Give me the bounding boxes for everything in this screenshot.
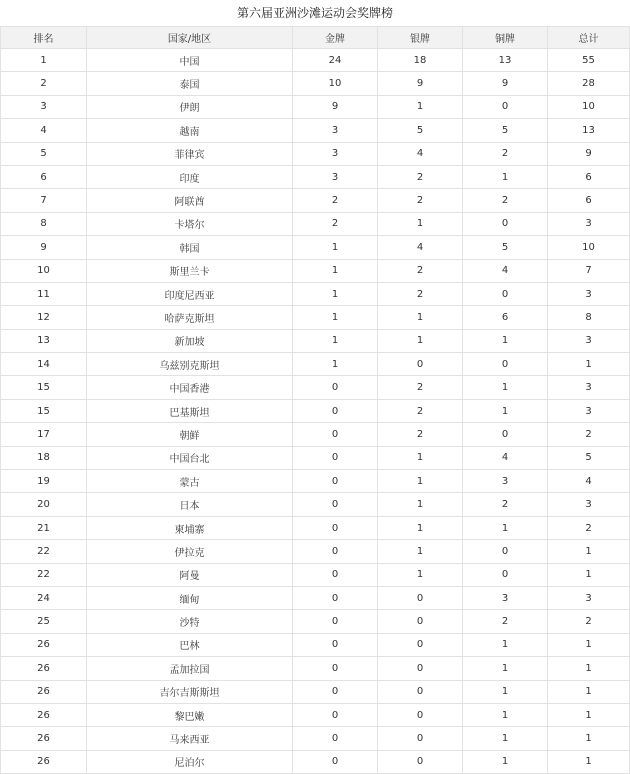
- country-cell: 黎巴嫩: [87, 703, 293, 726]
- rank-cell: 15: [1, 399, 87, 422]
- country-cell: 伊拉克: [87, 540, 293, 563]
- country-cell: 印度尼西亚: [87, 282, 293, 305]
- rank-cell: 5: [1, 142, 87, 165]
- gold-cell: 0: [293, 563, 378, 586]
- bronze-cell: 5: [463, 119, 548, 142]
- rank-cell: 22: [1, 563, 87, 586]
- table-row: [1, 470, 630, 493]
- bronze-cell: 3: [463, 470, 548, 493]
- country-cell: 巴林: [87, 633, 293, 656]
- gold-cell: 1: [293, 236, 378, 259]
- total-cell: 3: [548, 282, 630, 305]
- total-cell: 1: [548, 563, 630, 586]
- gold-cell: 2: [293, 189, 378, 212]
- total-cell: 9: [548, 142, 630, 165]
- table-body: [1, 49, 630, 774]
- bronze-cell: 2: [463, 610, 548, 633]
- bronze-cell: 1: [463, 750, 548, 773]
- table-row: [1, 259, 630, 282]
- country-cell: 哈萨克斯坦: [87, 306, 293, 329]
- rank-cell: 24: [1, 586, 87, 609]
- silver-cell: 1: [378, 516, 463, 539]
- bronze-cell: 4: [463, 446, 548, 469]
- rank-cell: 26: [1, 750, 87, 773]
- bronze-cell: 0: [463, 212, 548, 235]
- bronze-cell: 9: [463, 72, 548, 95]
- country-cell: 沙特: [87, 610, 293, 633]
- gold-cell: 0: [293, 586, 378, 609]
- bronze-cell: 13: [463, 49, 548, 72]
- gold-cell: 3: [293, 165, 378, 188]
- bronze-cell: 0: [463, 540, 548, 563]
- total-cell: 1: [548, 633, 630, 656]
- total-cell: 10: [548, 95, 630, 118]
- total-cell: 1: [548, 680, 630, 703]
- country-cell: 朝鲜: [87, 423, 293, 446]
- bronze-cell: 2: [463, 189, 548, 212]
- silver-cell: 1: [378, 446, 463, 469]
- rank-cell: 20: [1, 493, 87, 516]
- country-cell: 阿曼: [87, 563, 293, 586]
- country-cell: 柬埔寨: [87, 516, 293, 539]
- rank-cell: 1: [1, 49, 87, 72]
- total-cell: 1: [548, 750, 630, 773]
- silver-cell: 4: [378, 236, 463, 259]
- silver-cell: 1: [378, 540, 463, 563]
- total-cell: 1: [548, 703, 630, 726]
- gold-cell: 0: [293, 727, 378, 750]
- country-cell: 中国台北: [87, 446, 293, 469]
- total-cell: 2: [548, 423, 630, 446]
- table-row: [1, 727, 630, 750]
- silver-cell: 2: [378, 259, 463, 282]
- gold-cell: 0: [293, 516, 378, 539]
- silver-cell: 2: [378, 399, 463, 422]
- silver-cell: 4: [378, 142, 463, 165]
- rank-cell: 26: [1, 680, 87, 703]
- bronze-cell: 3: [463, 586, 548, 609]
- silver-cell: 1: [378, 306, 463, 329]
- gold-cell: 0: [293, 657, 378, 680]
- gold-cell: 3: [293, 119, 378, 142]
- table-header: [1, 27, 630, 49]
- gold-cell: 0: [293, 399, 378, 422]
- country-cell: 缅甸: [87, 586, 293, 609]
- bronze-cell: 2: [463, 493, 548, 516]
- table-row: [1, 516, 630, 539]
- table-row: [1, 282, 630, 305]
- bronze-cell: 1: [463, 516, 548, 539]
- bronze-cell: 0: [463, 282, 548, 305]
- country-cell: 中国: [87, 49, 293, 72]
- rank-cell: 18: [1, 446, 87, 469]
- bronze-cell: 1: [463, 680, 548, 703]
- table-row: [1, 657, 630, 680]
- country-cell: 日本: [87, 493, 293, 516]
- silver-cell: 18: [378, 49, 463, 72]
- silver-cell: 0: [378, 633, 463, 656]
- country-cell: 卡塔尔: [87, 212, 293, 235]
- rank-cell: 8: [1, 212, 87, 235]
- bronze-cell: 0: [463, 563, 548, 586]
- silver-cell: 2: [378, 423, 463, 446]
- bronze-cell: 1: [463, 633, 548, 656]
- bronze-cell: 1: [463, 727, 548, 750]
- column-header-rank: 排名: [1, 27, 87, 49]
- gold-cell: 0: [293, 750, 378, 773]
- gold-cell: 9: [293, 95, 378, 118]
- total-cell: 3: [548, 586, 630, 609]
- silver-cell: 0: [378, 680, 463, 703]
- rank-cell: 15: [1, 376, 87, 399]
- rank-cell: 10: [1, 259, 87, 282]
- bronze-cell: 1: [463, 657, 548, 680]
- gold-cell: 0: [293, 680, 378, 703]
- rank-cell: 13: [1, 329, 87, 352]
- country-cell: 斯里兰卡: [87, 259, 293, 282]
- gold-cell: 1: [293, 329, 378, 352]
- total-cell: 7: [548, 259, 630, 282]
- table-row: [1, 306, 630, 329]
- rank-cell: 26: [1, 657, 87, 680]
- table-row: [1, 586, 630, 609]
- bronze-cell: 0: [463, 423, 548, 446]
- table-row: [1, 49, 630, 72]
- rank-cell: 25: [1, 610, 87, 633]
- silver-cell: 1: [378, 563, 463, 586]
- total-cell: 1: [548, 353, 630, 376]
- table-row: [1, 189, 630, 212]
- bronze-cell: 6: [463, 306, 548, 329]
- page-title: 第六届亚洲沙滩运动会奖牌榜: [236, 6, 393, 20]
- silver-cell: 0: [378, 727, 463, 750]
- silver-cell: 0: [378, 703, 463, 726]
- country-cell: 乌兹别克斯坦: [87, 353, 293, 376]
- silver-cell: 0: [378, 353, 463, 376]
- table-row: [1, 142, 630, 165]
- rank-cell: 2: [1, 72, 87, 95]
- silver-cell: 2: [378, 282, 463, 305]
- gold-cell: 0: [293, 376, 378, 399]
- country-cell: 泰国: [87, 72, 293, 95]
- gold-cell: 0: [293, 446, 378, 469]
- silver-cell: 9: [378, 72, 463, 95]
- rank-cell: 26: [1, 633, 87, 656]
- bronze-cell: 1: [463, 376, 548, 399]
- country-cell: 蒙古: [87, 470, 293, 493]
- column-header-gold: 金牌: [293, 27, 378, 49]
- country-cell: 吉尔吉斯斯坦: [87, 680, 293, 703]
- total-cell: 3: [548, 399, 630, 422]
- column-header-bronze: 铜牌: [463, 27, 548, 49]
- country-cell: 中国香港: [87, 376, 293, 399]
- bronze-cell: 1: [463, 703, 548, 726]
- country-cell: 巴基斯坦: [87, 399, 293, 422]
- table-row: [1, 750, 630, 773]
- table-row: [1, 680, 630, 703]
- total-cell: 3: [548, 493, 630, 516]
- bronze-cell: 1: [463, 165, 548, 188]
- table-row: [1, 165, 630, 188]
- total-cell: 1: [548, 657, 630, 680]
- country-cell: 越南: [87, 119, 293, 142]
- bronze-cell: 1: [463, 329, 548, 352]
- table-row: [1, 493, 630, 516]
- gold-cell: 3: [293, 142, 378, 165]
- rank-cell: 26: [1, 727, 87, 750]
- total-cell: 2: [548, 610, 630, 633]
- bronze-cell: 0: [463, 353, 548, 376]
- gold-cell: 1: [293, 259, 378, 282]
- total-cell: 6: [548, 165, 630, 188]
- rank-cell: 4: [1, 119, 87, 142]
- bronze-cell: 1: [463, 399, 548, 422]
- bronze-cell: 2: [463, 142, 548, 165]
- rank-cell: 9: [1, 236, 87, 259]
- table-row: [1, 119, 630, 142]
- gold-cell: 10: [293, 72, 378, 95]
- rank-cell: 7: [1, 189, 87, 212]
- table-row: [1, 95, 630, 118]
- silver-cell: 2: [378, 376, 463, 399]
- gold-cell: 1: [293, 306, 378, 329]
- bronze-cell: 4: [463, 259, 548, 282]
- rank-cell: 19: [1, 470, 87, 493]
- table-row: [1, 72, 630, 95]
- silver-cell: 0: [378, 657, 463, 680]
- gold-cell: 0: [293, 610, 378, 633]
- total-cell: 1: [548, 727, 630, 750]
- country-cell: 阿联酋: [87, 189, 293, 212]
- table-row: [1, 563, 630, 586]
- table-row: [1, 399, 630, 422]
- table-row: [1, 610, 630, 633]
- table-row: [1, 540, 630, 563]
- rank-cell: 3: [1, 95, 87, 118]
- country-cell: 马来西亚: [87, 727, 293, 750]
- rank-cell: 14: [1, 353, 87, 376]
- rank-cell: 12: [1, 306, 87, 329]
- table-row: [1, 446, 630, 469]
- country-cell: 孟加拉国: [87, 657, 293, 680]
- total-cell: 2: [548, 516, 630, 539]
- total-cell: 55: [548, 49, 630, 72]
- table-row: [1, 703, 630, 726]
- total-cell: 4: [548, 470, 630, 493]
- medal-table: [0, 26, 630, 774]
- table-row: [1, 329, 630, 352]
- country-cell: 伊朗: [87, 95, 293, 118]
- column-header-total: 总计: [548, 27, 630, 49]
- silver-cell: 1: [378, 95, 463, 118]
- country-cell: 菲律宾: [87, 142, 293, 165]
- column-header-country: 国家/地区: [87, 27, 293, 49]
- gold-cell: 0: [293, 470, 378, 493]
- silver-cell: 1: [378, 329, 463, 352]
- gold-cell: 2: [293, 212, 378, 235]
- total-cell: 10: [548, 236, 630, 259]
- silver-cell: 0: [378, 586, 463, 609]
- silver-cell: 1: [378, 212, 463, 235]
- total-cell: 1: [548, 540, 630, 563]
- silver-cell: 5: [378, 119, 463, 142]
- gold-cell: 1: [293, 282, 378, 305]
- table-row: [1, 236, 630, 259]
- gold-cell: 0: [293, 423, 378, 446]
- total-cell: 5: [548, 446, 630, 469]
- total-cell: 28: [548, 72, 630, 95]
- bronze-cell: 0: [463, 95, 548, 118]
- rank-cell: 11: [1, 282, 87, 305]
- gold-cell: 24: [293, 49, 378, 72]
- gold-cell: 0: [293, 703, 378, 726]
- total-cell: 3: [548, 212, 630, 235]
- rank-cell: 17: [1, 423, 87, 446]
- gold-cell: 0: [293, 540, 378, 563]
- table-row: [1, 633, 630, 656]
- rank-cell: 22: [1, 540, 87, 563]
- column-header-silver: 银牌: [378, 27, 463, 49]
- silver-cell: 0: [378, 610, 463, 633]
- rank-cell: 6: [1, 165, 87, 188]
- silver-cell: 2: [378, 189, 463, 212]
- table-row: [1, 376, 630, 399]
- silver-cell: 1: [378, 470, 463, 493]
- silver-cell: 1: [378, 493, 463, 516]
- country-cell: 韩国: [87, 236, 293, 259]
- bronze-cell: 5: [463, 236, 548, 259]
- silver-cell: 2: [378, 165, 463, 188]
- silver-cell: 0: [378, 750, 463, 773]
- table-row: [1, 423, 630, 446]
- total-cell: 13: [548, 119, 630, 142]
- total-cell: 3: [548, 376, 630, 399]
- gold-cell: 1: [293, 353, 378, 376]
- country-cell: 印度: [87, 165, 293, 188]
- rank-cell: 21: [1, 516, 87, 539]
- total-cell: 6: [548, 189, 630, 212]
- table-row: [1, 353, 630, 376]
- gold-cell: 0: [293, 633, 378, 656]
- rank-cell: 26: [1, 703, 87, 726]
- table-row: [1, 212, 630, 235]
- country-cell: 新加坡: [87, 329, 293, 352]
- header-row: [1, 27, 630, 49]
- country-cell: 尼泊尔: [87, 750, 293, 773]
- total-cell: 8: [548, 306, 630, 329]
- gold-cell: 0: [293, 493, 378, 516]
- total-cell: 3: [548, 329, 630, 352]
